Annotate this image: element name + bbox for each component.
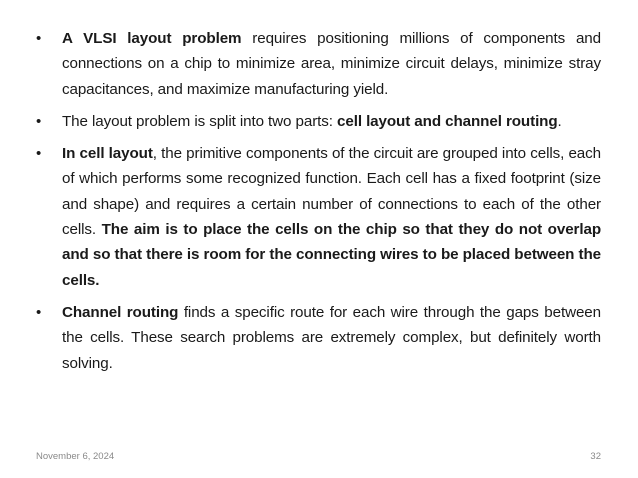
bullet-text-bold: Channel routing bbox=[62, 303, 179, 321]
bullet-item bbox=[36, 300, 601, 376]
bullet-list bbox=[36, 26, 601, 383]
bullet-text: . bbox=[557, 112, 562, 130]
bullet-item bbox=[36, 26, 601, 102]
bullet-text: , the primitive components of the circuit are grouped into cells, each of which performs some recognized function. Each cell has a fixed footprint (size and shape) and requires a certain number of connections to each of the other cells. bbox=[62, 145, 601, 239]
footer-date: November 6, 2024 bbox=[36, 451, 115, 462]
bullet-text: requires positioning millions of components and connections on a chip to minimize area, minimize circuit delays, minimize stray capacitances, and maximize manufacturing yield. bbox=[62, 30, 602, 98]
bullet-marker: • bbox=[36, 145, 42, 163]
bullet-text-bold: In cell layout bbox=[62, 145, 153, 163]
bullet-text: finds a specific route for each wire through the gaps between the cells. These search problems are extremely complex, but definitely worth solving. bbox=[62, 303, 601, 372]
bullet-marker: • bbox=[36, 112, 42, 130]
bullet-marker: • bbox=[36, 303, 42, 321]
bullet-text-bold: The aim is to place the cells on the chip so that they do not overlap and so that there is room for the connecting wires to be placed between the cells. bbox=[62, 221, 602, 289]
bullet-item bbox=[36, 141, 601, 293]
bullet-text-bold: cell layout and channel routing bbox=[337, 112, 558, 130]
bullet-item bbox=[36, 109, 601, 134]
page-number: 32 bbox=[590, 451, 601, 462]
bullet-text-bold: A VLSI layout problem bbox=[62, 30, 242, 47]
bullet-marker: • bbox=[36, 30, 42, 47]
bullet-text: The layout problem is split into two parts: bbox=[62, 112, 338, 130]
